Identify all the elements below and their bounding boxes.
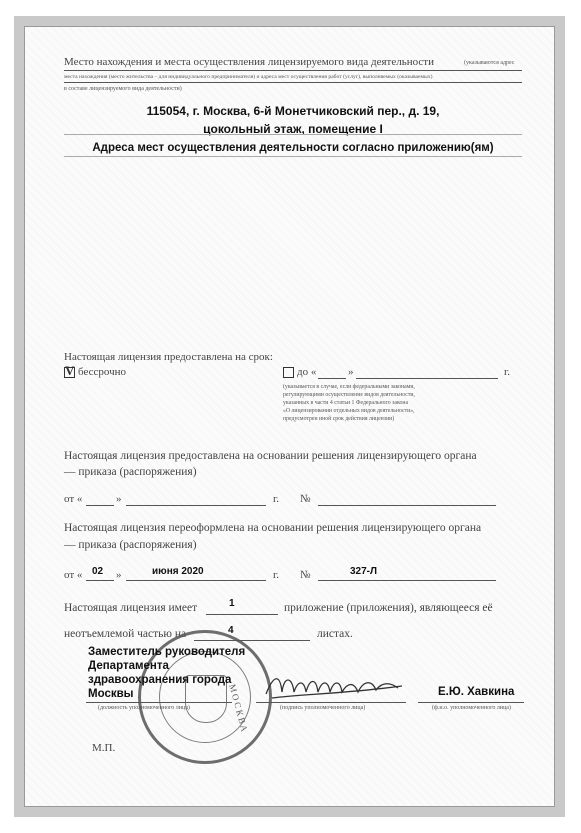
position-line-4: Москвы	[88, 688, 134, 700]
granted-from-label: от «	[64, 493, 83, 505]
reissued-text-line-1: Настоящая лицензия переоформлена на основании решения лицензирующего органа	[64, 522, 482, 534]
until-prefix: до «	[297, 366, 317, 378]
term-label: Настоящая лицензия предоставлена на срок:	[64, 351, 273, 363]
rule	[64, 70, 522, 71]
appendix-text-after: приложение (приложения), являющееся её	[284, 602, 493, 614]
until-day-line	[318, 378, 346, 379]
term-note-line-4: «О лицензировании отдельных видов деятельности»,	[283, 408, 415, 414]
indefinite-label: бессрочно	[78, 366, 127, 378]
reissued-day-line	[86, 580, 114, 581]
seal-label: М.П.	[92, 742, 116, 754]
granted-day-line	[86, 505, 114, 506]
appendix-count-line	[206, 614, 278, 615]
granted-text-line-1: Настоящая лицензия предоставлена на основании решения лицензирующего органа	[64, 450, 477, 462]
granted-year-suffix: г.	[273, 493, 280, 505]
rule	[64, 82, 522, 83]
position-line-3: здравоохранения города	[88, 674, 232, 686]
granted-mid: »	[116, 493, 122, 505]
signature-caption: (подпись уполномоченного лица)	[280, 705, 366, 711]
until-suffix: г.	[504, 366, 511, 378]
reissued-month-year: июня 2020	[152, 566, 204, 577]
address-note-line-1: места нахождения (место жительства – для индивидуального предпринимателя) и адреса мест осуществления работ (услуг), выполняемых (оказываемых)	[64, 74, 433, 80]
address-line-3: Адреса мест осуществления деятельности согласно приложению(ям)	[92, 142, 494, 154]
handwritten-signature	[262, 668, 412, 702]
rule	[64, 156, 522, 157]
term-note-line-2: регулирующими осуществление видов деятельности,	[283, 392, 415, 398]
term-note-line-3: указанных в части 4 статьи 1 Федерального закона	[283, 400, 409, 406]
until-checkbox[interactable]	[283, 367, 294, 378]
term-note-line-1: (указывается в случае, если федеральными законами,	[283, 384, 415, 390]
granted-number-line	[318, 505, 496, 506]
address-note-line-2: в составе лицензируемого вида деятельности)	[64, 86, 182, 92]
granted-text-line-2: — приказа (распоряжения)	[64, 466, 197, 478]
rule	[64, 134, 522, 135]
sheets-count: 4	[228, 625, 234, 636]
until-date-line	[356, 378, 498, 379]
address-line-1: 115054, г. Москва, 6-й Монетчиковский пер., д. 19,	[146, 104, 440, 118]
position-line	[86, 702, 232, 703]
address-heading: Место нахождения и места осуществления лицензируемого вида деятельности	[64, 56, 434, 68]
reissued-text-line-2: — приказа (распоряжения)	[64, 539, 197, 551]
signature-line	[256, 702, 406, 703]
address-heading-note: (указываются адрес	[464, 60, 515, 66]
name-caption: (ф.и.о. уполномоченного лица)	[432, 705, 511, 711]
reissued-number: 327-Л	[350, 566, 378, 577]
granted-date-line	[126, 505, 266, 506]
checkbox-check-mark: V	[65, 363, 75, 378]
seal-text: МОСКВА	[227, 683, 251, 735]
appendix-text-line-2: неотъемлемой частью на	[64, 628, 187, 640]
sheets-label: листах.	[317, 628, 353, 640]
term-note-line-5: предусмотрен иной срок действия лицензии)	[283, 416, 395, 422]
appendix-count: 1	[229, 598, 235, 609]
reissued-date-line	[126, 580, 266, 581]
address-line-2: цокольный этаж, помещение I	[203, 122, 383, 136]
reissued-year-suffix: г.	[273, 569, 280, 581]
granted-number-label: №	[300, 493, 311, 505]
position-caption: (должность уполномоченного лица)	[98, 705, 190, 711]
position-line-2: Департамента	[88, 660, 169, 672]
appendix-text-before: Настоящая лицензия имеет	[64, 602, 198, 614]
name-line	[418, 702, 524, 703]
signer-name: Е.Ю. Хавкина	[438, 686, 515, 698]
reissued-number-line	[318, 580, 496, 581]
position-line-1: Заместитель руководителя	[88, 646, 246, 658]
reissued-from-label: от «	[64, 569, 83, 581]
reissued-day: 02	[92, 566, 104, 577]
reissued-number-label: №	[300, 569, 311, 581]
reissued-mid: »	[116, 569, 122, 581]
until-mid: »	[348, 366, 354, 378]
